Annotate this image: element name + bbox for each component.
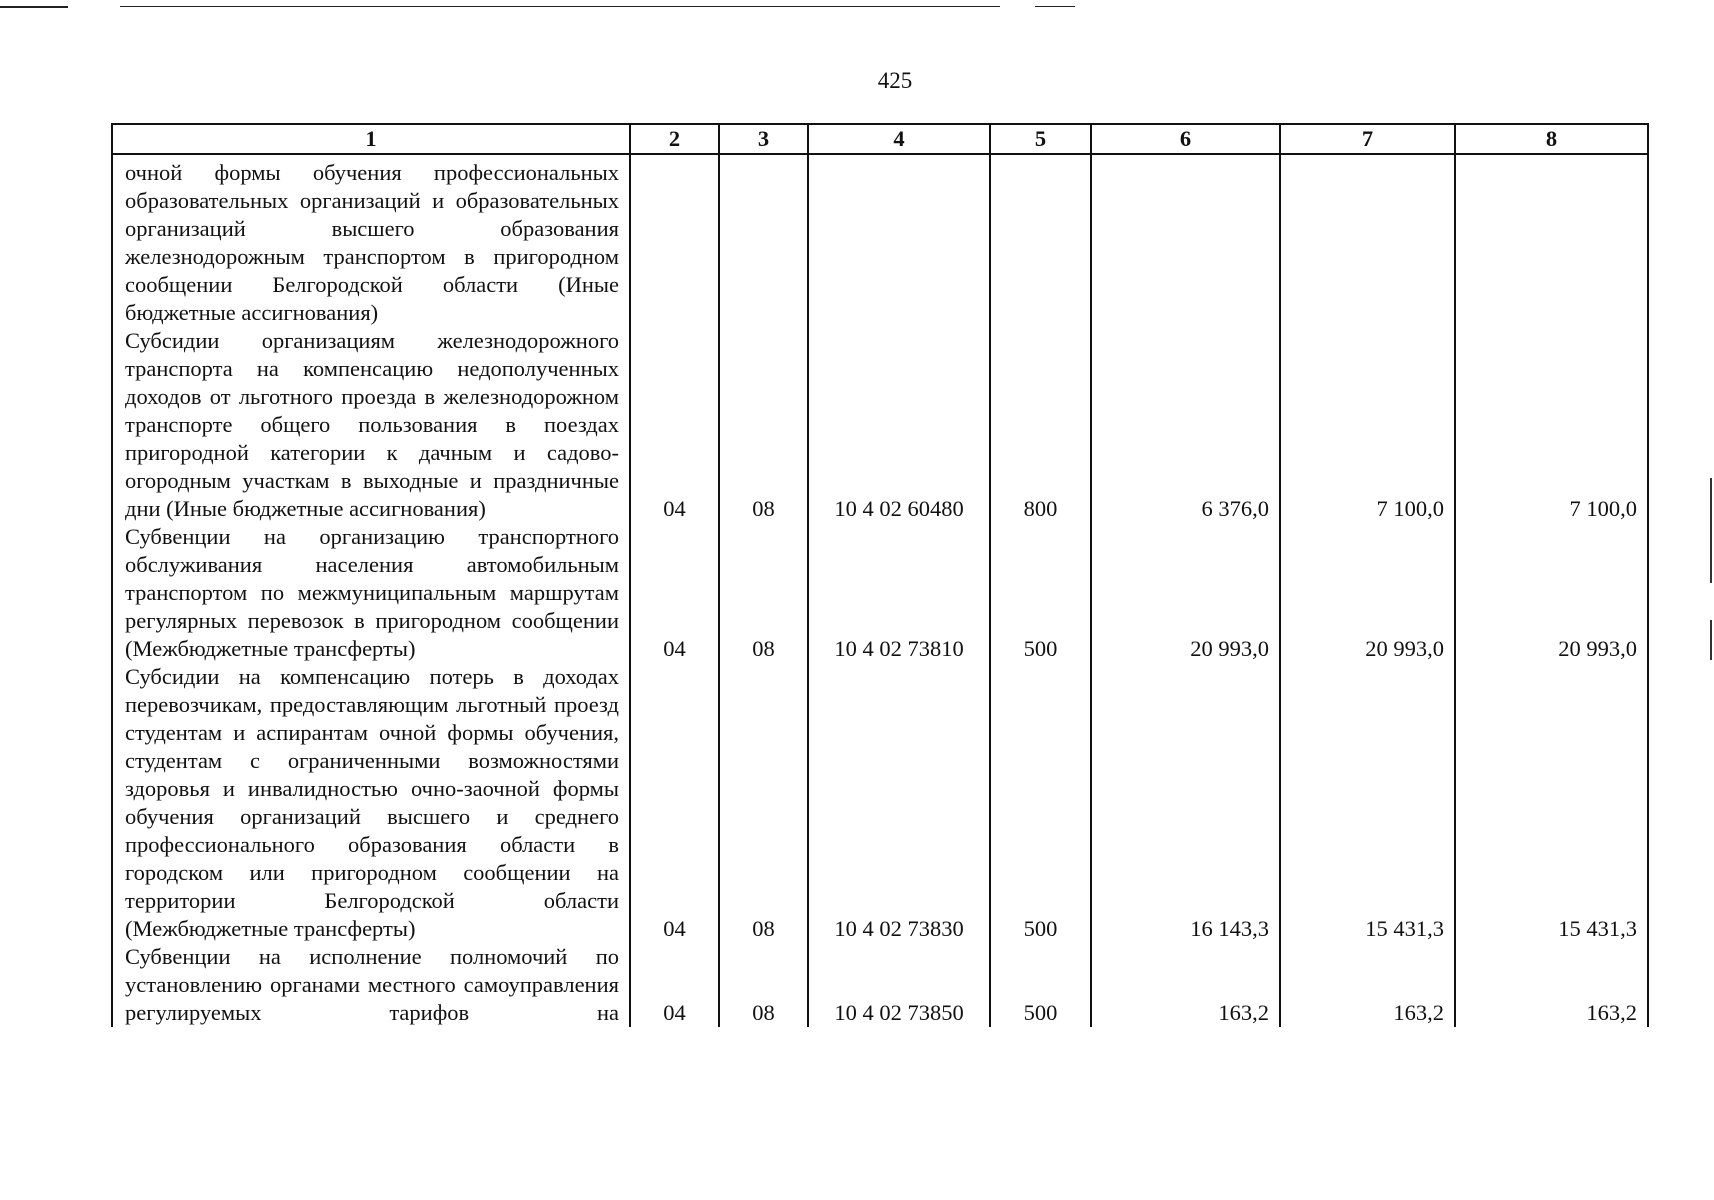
page-number: 425 [877, 68, 913, 93]
cell-amount-col6: 16 143,3 [1091, 663, 1280, 943]
table-row-continuation [112, 154, 1648, 327]
cell-subsection: 08 [719, 523, 808, 663]
cell-amount-col8: 20 993,0 [1455, 523, 1648, 663]
cell-amount-col8: 7 100,0 [1455, 327, 1648, 523]
scan-edge-mark [1710, 478, 1712, 583]
cell-subsection: 08 [719, 663, 808, 943]
column-header-5: 5 [990, 124, 1091, 154]
table-row [112, 943, 1648, 1027]
row-description: Субсидии на компенсацию потерь в доходах перевозчикам, предоставляющим льготный проезд студентам и аспирантам очной формы обучения, студентам с ограниченными возможностями здоровья и инвалидностью очно-заочной формы обучения организаций высшего и среднего профессионального образования области в городском или пригородном сообщении на территории Белгородской области (Межбюджетные трансферты) [112, 663, 630, 943]
row-description: Субвенции на организацию транспортного обслуживания населения автомобильным транспортом по межмуниципальным маршрутам регулярных перевозок в пригородном сообщении (Межбюджетные трансферты) [112, 523, 630, 663]
cell-section: 04 [630, 943, 719, 1027]
column-header-6: 6 [1091, 124, 1280, 154]
cell-target-article: 10 4 02 73810 [808, 523, 990, 663]
row-description: Субвенции на исполнение полномочий по установлению органами местного самоуправления регулируемых тарифов на [112, 943, 630, 1027]
cell-target-article: 10 4 02 73850 [808, 943, 990, 1027]
table-row [112, 663, 1648, 943]
cell-expense-type: 500 [990, 523, 1091, 663]
table-row [112, 327, 1648, 523]
column-header-2: 2 [630, 124, 719, 154]
cell-amount-col7: 15 431,3 [1280, 663, 1455, 943]
cell-expense-type: 500 [990, 943, 1091, 1027]
cell-expense-type: 500 [990, 663, 1091, 943]
row-description: очной формы обучения профессиональных образовательных организаций и образовательных организаций высшего образования железнодорожным транспортом в пригородном сообщении Белгородской области (Иные бюджетные ассигнования) [112, 154, 630, 327]
column-header-7: 7 [1280, 124, 1455, 154]
cell-amount-col7: 7 100,0 [1280, 327, 1455, 523]
column-header-4: 4 [808, 124, 990, 154]
budget-table [111, 123, 1649, 1027]
row-description: Субсидии организациям железнодорожного транспорта на компенсацию недополученных доходов от льготного проезда в железнодорожном транспорте общего пользования в поездах пригородной категории к дачным и садово-огородным участкам в выходные и праздничные дни (Иные бюджетные ассигнования) [112, 327, 630, 523]
cell-subsection: 08 [719, 943, 808, 1027]
cell-section: 04 [630, 523, 719, 663]
table-header-row [112, 124, 1648, 154]
cell-amount-col6: 20 993,0 [1091, 523, 1280, 663]
cell-amount-col8: 15 431,3 [1455, 663, 1648, 943]
scan-edge-mark [1710, 620, 1712, 660]
cell-amount-col8: 163,2 [1455, 943, 1648, 1027]
column-header-1: 1 [112, 124, 630, 154]
scan-top-rule [1035, 6, 1075, 7]
cell-target-article: 10 4 02 60480 [808, 327, 990, 523]
cell-amount-col7: 20 993,0 [1280, 523, 1455, 663]
cell-amount-col6: 163,2 [1091, 943, 1280, 1027]
cell-section: 04 [630, 663, 719, 943]
scan-top-rule [0, 6, 68, 8]
cell-target-article: 10 4 02 73830 [808, 663, 990, 943]
column-header-8: 8 [1455, 124, 1648, 154]
cell-amount-col6: 6 376,0 [1091, 327, 1280, 523]
table-row [112, 523, 1648, 663]
cell-subsection: 08 [719, 327, 808, 523]
cell-section: 04 [630, 327, 719, 523]
cell-amount-col7: 163,2 [1280, 943, 1455, 1027]
column-header-3: 3 [719, 124, 808, 154]
scan-top-rule [120, 6, 1000, 7]
cell-expense-type: 800 [990, 327, 1091, 523]
